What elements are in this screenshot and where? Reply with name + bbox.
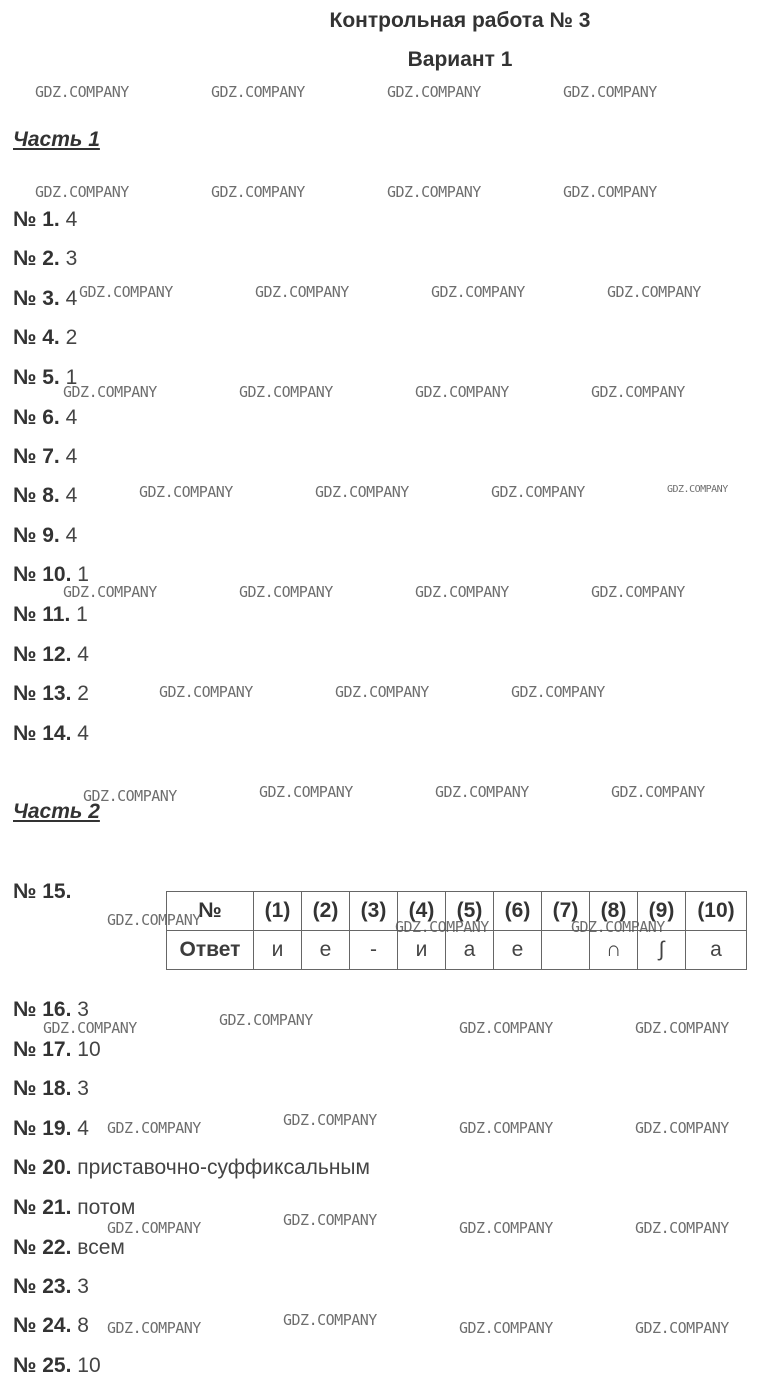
watermark: GDZ.COMPANY bbox=[283, 1111, 377, 1129]
answer-item bbox=[13, 1156, 370, 1180]
watermark: GDZ.COMPANY bbox=[415, 583, 509, 601]
watermark: GDZ.COMPANY bbox=[431, 283, 525, 301]
answer-item bbox=[13, 603, 88, 627]
answer-item bbox=[13, 484, 77, 508]
watermark: GDZ.COMPANY bbox=[415, 383, 509, 401]
watermark: GDZ.COMPANY bbox=[571, 918, 665, 936]
watermark: GDZ.COMPANY bbox=[635, 1119, 729, 1137]
watermark: GDZ.COMPANY bbox=[107, 1319, 201, 1337]
watermark: GDZ.COMPANY bbox=[635, 1019, 729, 1037]
watermark: GDZ.COMPANY bbox=[255, 283, 349, 301]
table-cell: ∩ bbox=[590, 931, 638, 970]
question-number: № 10. bbox=[13, 563, 72, 586]
answer-item bbox=[13, 208, 77, 232]
answer-item bbox=[13, 722, 89, 746]
answer-item bbox=[13, 1236, 125, 1260]
question-number: № 18. bbox=[13, 1077, 72, 1100]
watermark: GDZ.COMPANY bbox=[459, 1119, 553, 1137]
table-cell: и bbox=[254, 931, 302, 970]
table-cell: а bbox=[686, 931, 747, 970]
watermark: GDZ.COMPANY bbox=[387, 83, 481, 101]
answer-item bbox=[13, 1038, 101, 1062]
table-row bbox=[167, 931, 747, 970]
question-number: № 17. bbox=[13, 1038, 72, 1061]
watermark: GDZ.COMPANY bbox=[395, 918, 489, 936]
question-number: № 20. bbox=[13, 1156, 72, 1179]
answer-value: 1 bbox=[77, 563, 89, 586]
watermark: GDZ.COMPANY bbox=[459, 1019, 553, 1037]
watermark: GDZ.COMPANY bbox=[239, 383, 333, 401]
table-cell: № bbox=[167, 892, 254, 931]
variant-title: Вариант 1 bbox=[407, 48, 513, 71]
watermark: GDZ.COMPANY bbox=[107, 1219, 201, 1237]
answer-value: 4 bbox=[65, 406, 78, 429]
answer-value: 1 bbox=[76, 603, 88, 626]
question-number: № 1. bbox=[13, 208, 60, 231]
answer-value: 2 bbox=[65, 326, 78, 349]
watermark: GDZ.COMPANY bbox=[611, 783, 705, 801]
question-number: № 12. bbox=[13, 643, 72, 666]
watermark: GDZ.COMPANY bbox=[139, 483, 233, 501]
answer-item bbox=[13, 524, 77, 548]
watermark: GDZ.COMPANY bbox=[563, 183, 657, 201]
answer-value: 4 bbox=[65, 208, 78, 231]
watermark: GDZ.COMPANY bbox=[63, 383, 157, 401]
watermark: GDZ.COMPANY bbox=[635, 1319, 729, 1337]
answer-item bbox=[13, 1077, 89, 1101]
question-number: № 8. bbox=[13, 484, 60, 507]
question-number: № 9. bbox=[13, 524, 60, 547]
table-cell: е bbox=[494, 931, 542, 970]
question-number: № 14. bbox=[13, 722, 72, 745]
question-number: № 23. bbox=[13, 1275, 72, 1298]
question-number: № 2. bbox=[13, 247, 60, 270]
question-number: № 19. bbox=[13, 1117, 72, 1140]
answer-item-15 bbox=[13, 880, 71, 904]
answer-item bbox=[13, 287, 77, 311]
watermark: GDZ.COMPANY bbox=[107, 911, 201, 929]
answer-value: 8 bbox=[77, 1314, 89, 1337]
answer-value: 4 bbox=[77, 1117, 89, 1140]
answer-value: 4 bbox=[65, 524, 78, 547]
question-number: № 22. bbox=[13, 1236, 72, 1259]
question-number: № 4. bbox=[13, 326, 60, 349]
watermark: GDZ.COMPANY bbox=[35, 83, 129, 101]
question-number: № 16. bbox=[13, 998, 72, 1021]
table-cell: (8) bbox=[590, 892, 638, 931]
table-cell: ∫ bbox=[638, 931, 686, 970]
watermark: GDZ.COMPANY bbox=[459, 1219, 553, 1237]
watermark: GDZ.COMPANY bbox=[63, 583, 157, 601]
watermark: GDZ.COMPANY bbox=[335, 683, 429, 701]
watermark: GDZ.COMPANY bbox=[635, 1219, 729, 1237]
watermark: GDZ.COMPANY bbox=[563, 83, 657, 101]
answer-item bbox=[13, 406, 77, 430]
table-cell: (4) bbox=[398, 892, 446, 931]
watermark: GDZ.COMPANY bbox=[491, 483, 585, 501]
watermark: GDZ.COMPANY bbox=[35, 183, 129, 201]
answer-value: 4 bbox=[77, 643, 89, 666]
answer-value: 10 bbox=[77, 1038, 101, 1061]
answer-item bbox=[13, 1275, 89, 1299]
part-1-heading: Часть 1 bbox=[13, 128, 100, 151]
watermark: GDZ.COMPANY bbox=[315, 483, 409, 501]
answer-value: 10 bbox=[77, 1354, 101, 1377]
answer-item bbox=[13, 682, 89, 706]
answer-value: потом bbox=[77, 1196, 136, 1219]
watermark: GDZ.COMPANY bbox=[591, 383, 685, 401]
answer-item bbox=[13, 247, 77, 271]
question-number: № 5. bbox=[13, 366, 60, 389]
watermark: GDZ.COMPANY bbox=[607, 283, 701, 301]
watermark: GDZ.COMPANY bbox=[435, 783, 529, 801]
question-number: № 11. bbox=[13, 603, 71, 626]
table-cell: е bbox=[302, 931, 350, 970]
table-cell: (3) bbox=[350, 892, 398, 931]
watermark: GDZ.COMPANY bbox=[83, 787, 177, 805]
table-cell: (7) bbox=[542, 892, 590, 931]
answer-value: 4 bbox=[77, 722, 89, 745]
table-cell: (5) bbox=[446, 892, 494, 931]
answer-value: 1 bbox=[65, 366, 78, 389]
watermark: GDZ.COMPANY bbox=[211, 183, 305, 201]
answer-item bbox=[13, 1117, 89, 1141]
watermark: GDZ.COMPANY bbox=[259, 783, 353, 801]
answer-value: 4 bbox=[65, 484, 78, 507]
table-cell: (1) bbox=[254, 892, 302, 931]
question-number: № 6. bbox=[13, 406, 60, 429]
question-number: № 13. bbox=[13, 682, 72, 705]
watermark: GDZ.COMPANY bbox=[283, 1211, 377, 1229]
watermark: GDZ.COMPANY bbox=[511, 683, 605, 701]
watermark: GDZ.COMPANY bbox=[387, 183, 481, 201]
question-number: № 24. bbox=[13, 1314, 72, 1337]
table-cell: (10) bbox=[686, 892, 747, 931]
question-number: № 25. bbox=[13, 1354, 72, 1377]
table-cell bbox=[542, 931, 590, 970]
watermark: GDZ.COMPANY bbox=[239, 583, 333, 601]
answer-value: всем bbox=[77, 1236, 125, 1259]
page-title: Контрольная работа № 3 bbox=[329, 9, 591, 32]
watermark: GDZ.COMPANY bbox=[107, 1119, 201, 1137]
table-cell: и bbox=[398, 931, 446, 970]
question-number: № 7. bbox=[13, 445, 60, 468]
watermark: GDZ.COMPANY bbox=[43, 1019, 137, 1037]
answer-item bbox=[13, 1196, 135, 1220]
watermark: GDZ.COMPANY bbox=[219, 1011, 313, 1029]
answer-item bbox=[13, 1354, 101, 1378]
answer-value: 3 bbox=[77, 998, 89, 1021]
watermark: GDZ.COMPANY bbox=[667, 484, 728, 495]
table-cell: - bbox=[350, 931, 398, 970]
table-cell: а bbox=[446, 931, 494, 970]
answer-value: 3 bbox=[77, 1077, 89, 1100]
answer-value: 2 bbox=[77, 682, 89, 705]
watermark: GDZ.COMPANY bbox=[79, 283, 173, 301]
watermark: GDZ.COMPANY bbox=[283, 1311, 377, 1329]
answer-item bbox=[13, 326, 77, 350]
table-cell: (2) bbox=[302, 892, 350, 931]
table-cell: (6) bbox=[494, 892, 542, 931]
answer-item bbox=[13, 643, 89, 667]
question-number: № 3. bbox=[13, 287, 60, 310]
table-cell: (9) bbox=[638, 892, 686, 931]
watermark: GDZ.COMPANY bbox=[211, 83, 305, 101]
answer-value: приставочно-суффиксальным bbox=[77, 1156, 370, 1179]
answer-value: 4 bbox=[65, 287, 78, 310]
answer-item bbox=[13, 1314, 89, 1338]
answer-item bbox=[13, 445, 77, 469]
question-number: № 21. bbox=[13, 1196, 72, 1219]
part-2-heading: Часть 2 bbox=[13, 800, 100, 823]
answer-value: 3 bbox=[65, 247, 78, 270]
watermark: GDZ.COMPANY bbox=[459, 1319, 553, 1337]
table-cell: Ответ bbox=[167, 931, 254, 970]
question-number: № 15. bbox=[13, 880, 72, 903]
watermark: GDZ.COMPANY bbox=[591, 583, 685, 601]
watermark: GDZ.COMPANY bbox=[159, 683, 253, 701]
answer-value: 4 bbox=[65, 445, 78, 468]
answer-value: 3 bbox=[77, 1275, 89, 1298]
